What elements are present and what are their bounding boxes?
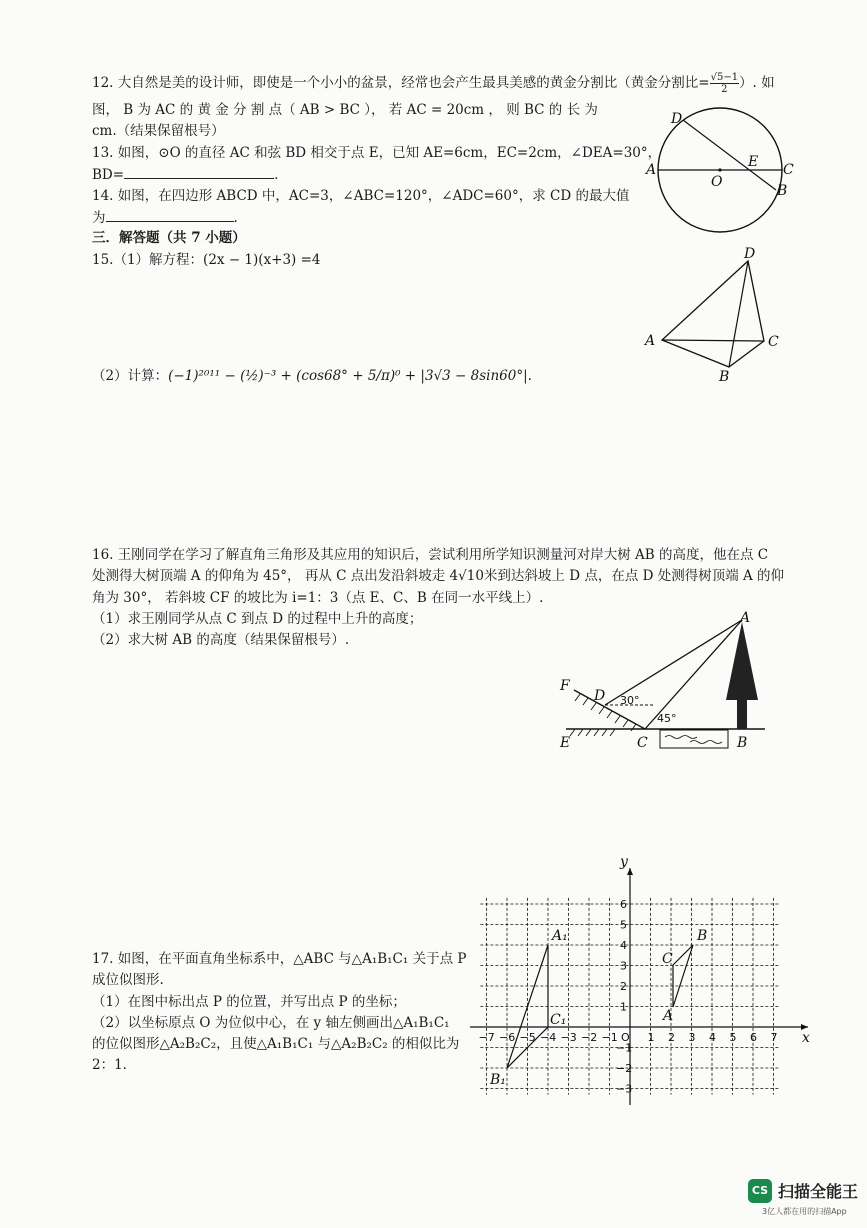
q16-line2: 处测得大树顶端 A 的仰角为 45°， 再从 C 点出发沿斜坡走 4√10米到达斜坡上 D 点，在点 D 处测得树顶端 A 的仰 bbox=[92, 568, 785, 584]
quad-label-d: D bbox=[744, 246, 756, 262]
q13-line1: 13. 如图，⊙O 的直径 AC 和弦 BD 相交于点 E，已知 AE=6cm，EC=2cm，∠DEA=30°， bbox=[92, 145, 662, 161]
slope-label-d: D bbox=[594, 688, 606, 704]
x-tick-label: 3 bbox=[688, 1031, 696, 1044]
y-tick-label: 4 bbox=[620, 939, 627, 952]
slope-label-b: B bbox=[737, 735, 748, 751]
q17-line2: 成位似图形. bbox=[92, 972, 164, 988]
slope-label-a: A bbox=[740, 610, 751, 626]
q12-line1-end: ）. 如 bbox=[739, 75, 775, 91]
q15-part1: 15.（1）解方程：(2x − 1)(x+3) =4 bbox=[92, 252, 321, 268]
river-waves bbox=[665, 736, 722, 744]
x-tick-label: 1 bbox=[647, 1031, 655, 1044]
tree-crown bbox=[726, 622, 758, 700]
x-tick-label: −7 bbox=[478, 1031, 495, 1044]
slope-angle-45: 45° bbox=[657, 712, 677, 725]
x-tick-label: −5 bbox=[519, 1031, 536, 1044]
x-tick-label: −6 bbox=[499, 1031, 516, 1044]
q14-prefix: 为 bbox=[92, 210, 106, 226]
scanner-brand-name: 扫描全能王 bbox=[778, 1182, 859, 1201]
q16-sub1: （1）求王刚同学从点 C 到点 D 的过程中上升的高度； bbox=[92, 611, 423, 627]
slope-figure bbox=[559, 610, 765, 751]
y-tick-label: −1 bbox=[616, 1041, 633, 1055]
q15-part2-expr: (−1)²⁰¹¹ − (½)⁻³ + (cos68° + 5/π)⁰ + |3√3 − 8sin60°|. bbox=[168, 368, 532, 384]
slope-label-e: E bbox=[560, 735, 571, 751]
q14-line1: 14. 如图，在四边形 ABCD 中，AC=3，∠ABC=120°，∠ADC=60°，求 CD 的最大值 bbox=[92, 188, 630, 204]
quad-label-b: B bbox=[719, 369, 730, 385]
frac-den: 2 bbox=[721, 84, 728, 95]
q12-line3: cm.（结果保留根号） bbox=[92, 123, 225, 139]
slope-angle-30: 30° bbox=[620, 694, 640, 707]
river bbox=[660, 730, 728, 748]
diagonal-ac bbox=[662, 340, 764, 341]
point-c1: C₁ bbox=[550, 1012, 567, 1028]
point-a1: A₁ bbox=[552, 928, 568, 944]
q17-sub1: （1）在图中标出点 P 的位置，并写出点 P 的坐标； bbox=[92, 994, 406, 1010]
x-tick-label: 6 bbox=[750, 1031, 757, 1044]
x-tick-label: −3 bbox=[560, 1031, 577, 1044]
center-point bbox=[718, 168, 721, 171]
y-tick-label: 5 bbox=[620, 918, 627, 932]
q14-end: . bbox=[233, 210, 238, 226]
label-b: B bbox=[777, 183, 788, 199]
quad-abcd bbox=[662, 261, 764, 367]
section-heading: 三．解答题（共 7 小题） bbox=[92, 230, 246, 246]
y-tick-label: 2 bbox=[620, 980, 627, 993]
sightline-da bbox=[605, 620, 742, 705]
y-tick-label: −3 bbox=[616, 1082, 633, 1096]
origin-label: O bbox=[621, 1031, 630, 1044]
label-c: C bbox=[783, 162, 794, 178]
x-tick-label: 4 bbox=[709, 1031, 716, 1044]
x-axis-label: x bbox=[802, 1030, 810, 1046]
q16-line1: 16. 王刚同学在学习了解直角三角形及其应用的知识后，尝试利用所学知识测量河对岸大树 AB 的高度，他在点 C bbox=[92, 547, 769, 563]
circle-figure bbox=[644, 108, 794, 232]
q17-line1: 17. 如图，在平面直角坐标系中，△ABC 与△A₁B₁C₁ 关于点 P bbox=[92, 951, 467, 967]
x-tick-label: −2 bbox=[581, 1031, 598, 1044]
y-axis-label: y bbox=[620, 854, 628, 870]
y-tick-label: 6 bbox=[620, 898, 627, 911]
x-tick-label: −1 bbox=[601, 1031, 618, 1044]
slope-label-c: C bbox=[637, 735, 648, 751]
diagonal-bd bbox=[729, 261, 748, 367]
y-tick-label: −2 bbox=[616, 1062, 633, 1075]
q12-text: 12. 大自然是美的设计师，即使是一个小小的盆景，经常也会产生最具美感的黄金分割比（黄金分割比= bbox=[92, 75, 710, 91]
chord-bd bbox=[683, 120, 776, 190]
y-tick-label: 3 bbox=[620, 959, 627, 973]
q16-line3: 角为 30°， 若斜坡 CF 的坡比为 i=1：3（点 E、C、B 在同一水平线上）. bbox=[92, 590, 544, 606]
x-tick-label: 2 bbox=[668, 1031, 675, 1044]
slope-label-f: F bbox=[560, 678, 570, 694]
label-o: O bbox=[711, 174, 723, 190]
q17-sub2: （2）以坐标原点 O 为位似中心，在 y 轴左侧画出△A₁B₁C₁ bbox=[92, 1015, 450, 1031]
quad-label-c: C bbox=[768, 334, 779, 350]
triangle-abc bbox=[673, 945, 693, 1007]
q13-end: . bbox=[274, 167, 279, 183]
point-b: B bbox=[697, 928, 708, 944]
label-d: D bbox=[671, 111, 683, 127]
x-tick-label: −4 bbox=[540, 1031, 557, 1044]
point-b1: B₁ bbox=[490, 1072, 506, 1088]
q17-sub2b: 的位似图形△A₂B₂C₂，且使△A₁B₁C₁ 与△A₂B₂C₂ 的相似比为 bbox=[92, 1036, 460, 1052]
point-c: C bbox=[662, 951, 673, 967]
quad-figure bbox=[643, 246, 779, 385]
coordinate-grid bbox=[470, 854, 810, 1105]
x-tick-label: 5 bbox=[729, 1031, 737, 1044]
q15-part2-prefix: （2）计算： bbox=[92, 368, 169, 384]
label-a: A bbox=[646, 162, 657, 178]
y-tick-label: 1 bbox=[620, 1000, 627, 1014]
quad-label-a: A bbox=[645, 333, 656, 349]
tree-trunk bbox=[737, 700, 747, 729]
frac-num: √5−1 bbox=[710, 72, 739, 83]
q12-line2: 图， B 为 AC 的 黄 金 分 割 点（ AB > BC ）， 若 AC = 20cm ， 则 BC 的 长 为 bbox=[92, 102, 598, 118]
scanner-logo-icon: CS bbox=[748, 1179, 772, 1203]
point-a: A bbox=[663, 1008, 674, 1024]
label-e: E bbox=[748, 154, 759, 170]
scanner-tagline: 3亿人都在用的扫描App bbox=[762, 1207, 847, 1216]
x-tick-label: 7 bbox=[770, 1031, 778, 1044]
q17-sub2c: 2：1. bbox=[92, 1057, 127, 1073]
q13-bd-label: BD= bbox=[92, 167, 125, 183]
q16-sub2: （2）求大树 AB 的高度（结果保留根号）. bbox=[92, 632, 350, 648]
